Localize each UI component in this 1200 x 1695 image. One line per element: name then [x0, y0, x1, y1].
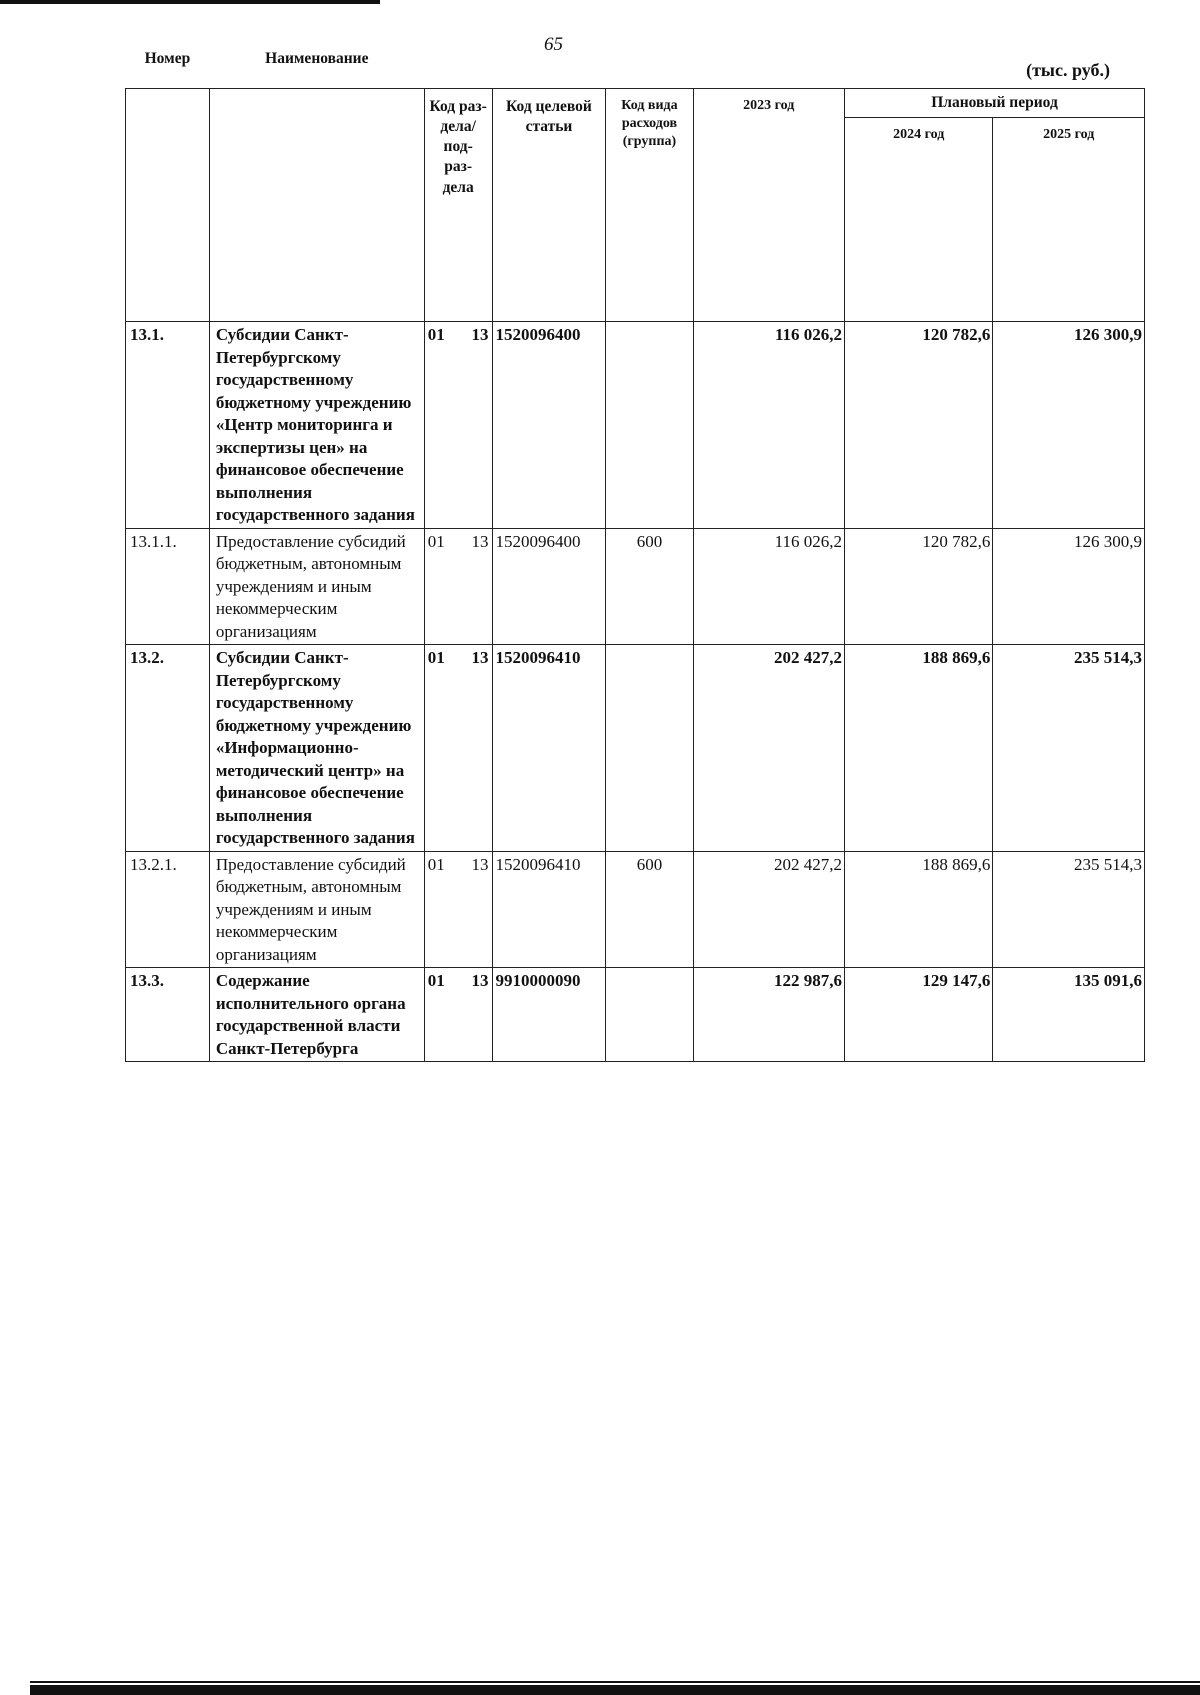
table-row	[126, 851, 1145, 968]
row-number: 13.1.	[126, 322, 210, 529]
section-value: 01	[427, 325, 445, 344]
row-value-2023: 202 427,2	[693, 645, 845, 852]
row-section-code	[424, 322, 492, 529]
row-expense-type: 600	[606, 528, 693, 645]
table-row	[126, 645, 1145, 852]
table-row	[126, 528, 1145, 645]
row-name: Предоставление субсидий бюджетным, автономным учреждениям и иным некоммерческим организациям	[209, 528, 424, 645]
row-value-2024: 129 147,6	[845, 968, 993, 1062]
row-expense-type: 600	[606, 851, 693, 968]
table-body	[126, 322, 1145, 1062]
row-value-2024: 188 869,6	[845, 645, 993, 852]
row-value-2025: 235 514,3	[993, 851, 1145, 968]
subsection-value: 13	[471, 854, 489, 874]
row-target-code: 9910000090	[492, 968, 606, 1062]
row-name: Предоставление субсидий бюджетным, автономным учреждениям и иным некоммерческим организациям	[209, 851, 424, 968]
row-value-2025: 135 091,6	[993, 968, 1145, 1062]
header-nomer: Номер	[126, 89, 210, 322]
header-target-code: Код целевой статьи	[492, 89, 606, 322]
row-section-code	[424, 968, 492, 1062]
row-value-2023: 116 026,2	[693, 322, 845, 529]
row-value-2024: 120 782,6	[845, 528, 993, 645]
row-value-2023: 202 427,2	[693, 851, 845, 968]
section-value: 01	[427, 531, 445, 551]
row-name: Субсидии Санкт-Петербургскому государственному бюджетному учреждению «Информационно-методический центр» на финансовое обеспечение выполнения государственного задания	[209, 645, 424, 852]
row-target-code: 1520096400	[492, 322, 606, 529]
row-section-code	[424, 645, 492, 852]
row-name: Содержание исполнительного органа государственной власти Санкт-Петербурга	[209, 968, 424, 1062]
row-number: 13.2.	[126, 645, 210, 852]
header-year-2023: 2023 год	[693, 89, 845, 322]
subsection-value: 13	[471, 648, 489, 667]
table-row	[126, 322, 1145, 529]
row-value-2023: 116 026,2	[693, 528, 845, 645]
row-value-2023: 122 987,6	[693, 968, 845, 1062]
row-section-code	[424, 851, 492, 968]
row-value-2024: 188 869,6	[845, 851, 993, 968]
bottom-thin-rule	[30, 1681, 1200, 1683]
header-year-2025: 2025 год	[993, 118, 1145, 322]
row-target-code: 1520096410	[492, 851, 606, 968]
row-number: 13.2.1.	[126, 851, 210, 968]
row-expense-type	[606, 968, 693, 1062]
header-expense-type: Код вида расходов (группа)	[606, 89, 693, 322]
section-value: 01	[427, 971, 445, 990]
row-number: 13.1.1.	[126, 528, 210, 645]
top-page-rule	[0, 0, 380, 4]
table-row	[126, 968, 1145, 1062]
row-value-2024: 120 782,6	[845, 322, 993, 529]
row-expense-type	[606, 645, 693, 852]
units-label: (тыс. руб.)	[1026, 60, 1110, 80]
section-value: 01	[427, 648, 445, 667]
header-section-code: Код раз- дела/ под- раз- дела	[424, 89, 492, 322]
row-value-2025: 235 514,3	[993, 645, 1145, 852]
header-plan-period: Плановый период	[845, 89, 1145, 118]
row-number: 13.3.	[126, 968, 210, 1062]
bottom-page-rule	[30, 1685, 1200, 1695]
row-expense-type	[606, 322, 693, 529]
row-target-code: 1520096410	[492, 645, 606, 852]
row-value-2025: 126 300,9	[993, 528, 1145, 645]
row-value-2025: 126 300,9	[993, 322, 1145, 529]
row-name: Субсидии Санкт-Петербургскому государственному бюджетному учреждению «Центр мониторинга и экспертизы цен» на финансовое обеспечение выполнения государственного задания	[209, 322, 424, 529]
row-section-code	[424, 528, 492, 645]
subsection-value: 13	[471, 531, 489, 551]
header-name: Наименование	[209, 89, 424, 322]
row-target-code: 1520096400	[492, 528, 606, 645]
header-year-2024: 2024 год	[845, 118, 993, 322]
section-value: 01	[427, 854, 445, 874]
subsection-value: 13	[471, 325, 489, 344]
subsection-value: 13	[471, 971, 489, 990]
page-number: 65	[544, 34, 563, 55]
